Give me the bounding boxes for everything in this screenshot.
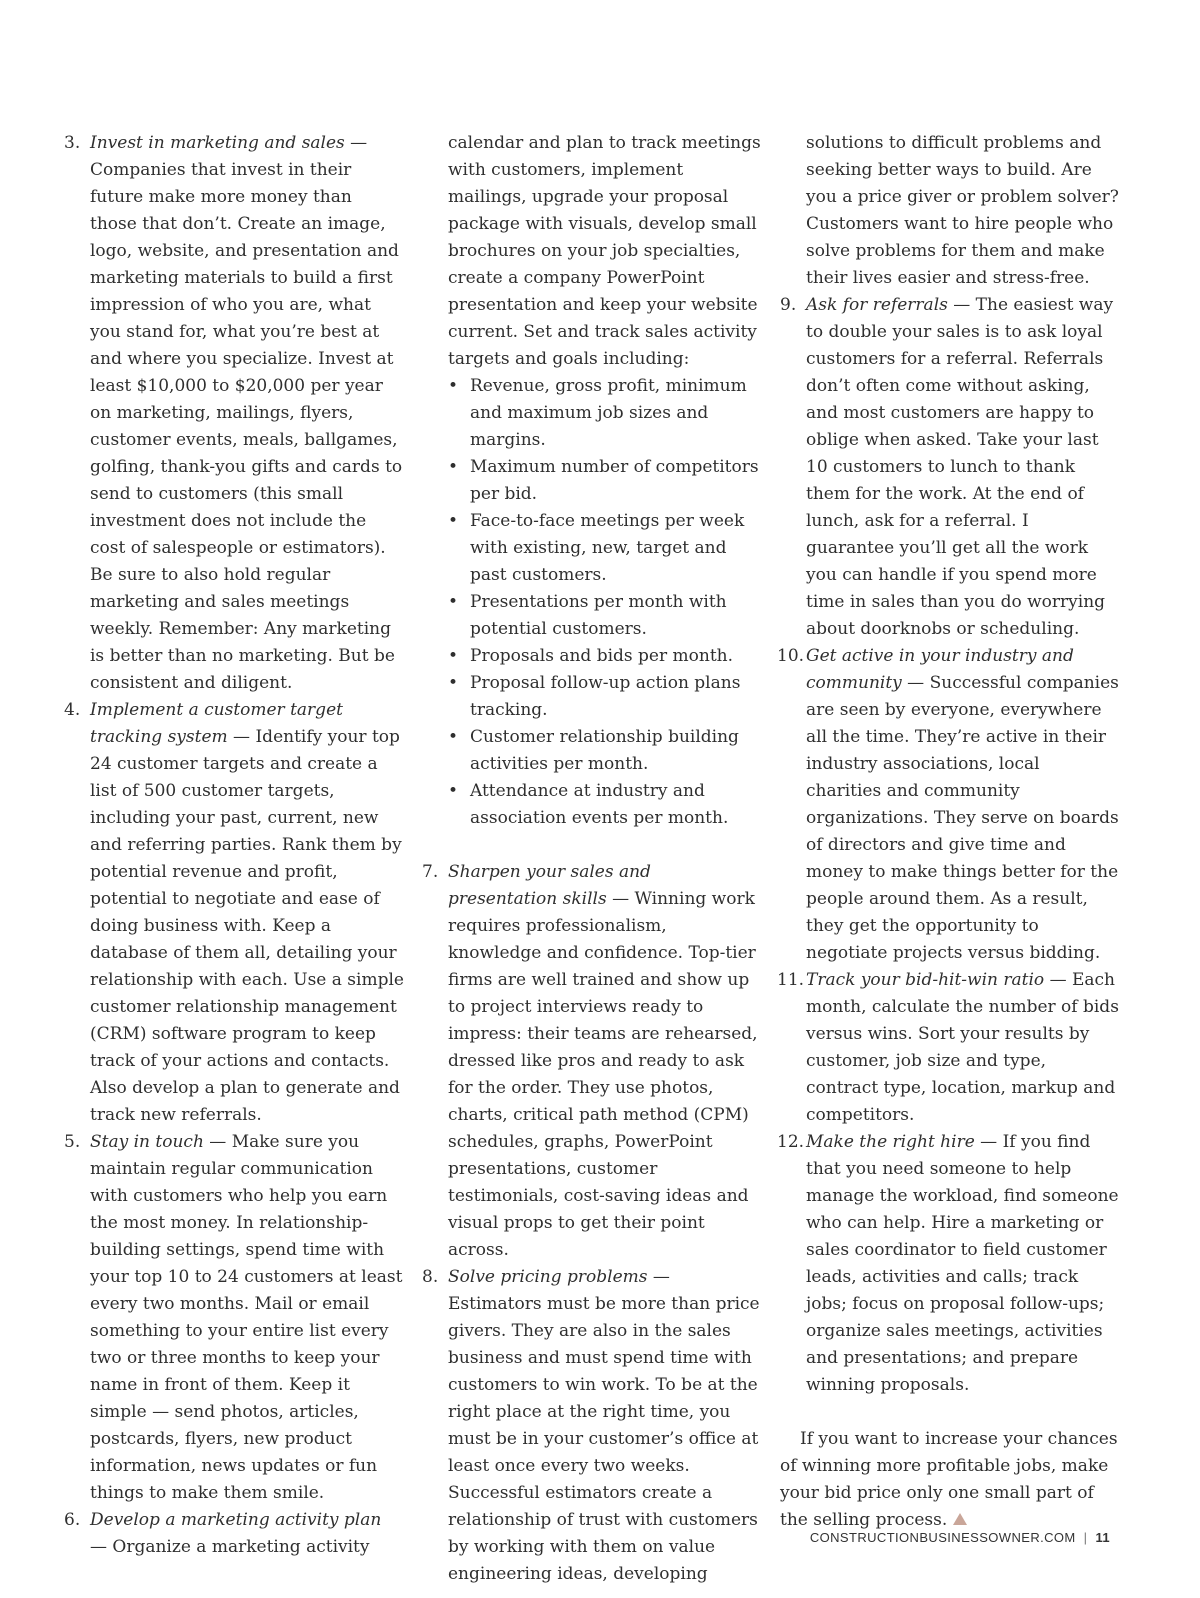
end-mark-triangle-icon	[953, 1513, 967, 1525]
dash: —	[90, 1537, 113, 1557]
dash: —	[606, 889, 635, 909]
item-body: Successful companies are seen by everyone, everywhere all the time. They’re active in their industry associations, local charities and community organizations. They serve on boards of directors and give time and money to make things better for the people around them. As a result, they get the opportunity to negotiate projects versus bidding.	[806, 673, 1119, 963]
item-body: If you find that you need someone to help manage the workload, find someone who can help. Hire a marketing or sales coordinator to field customer leads, activities and calls; track jobs; focus on proposal follow-ups; organize sales meetings, activities and presentations; and prepare winning proposals.	[806, 1132, 1119, 1395]
list-item-4	[64, 697, 404, 1129]
item-number: 12.	[777, 1132, 805, 1152]
spacer	[422, 832, 762, 859]
dash: —	[1044, 970, 1072, 990]
item-body: The easiest way to double your sales is to ask loyal customers for a referral. Referrals don’t often come without asking, and most customers are happy to oblige when asked. Take your last 10 customers to lunch to thank them for the work. At the end of lunch, ask for a referral. I guarantee you’ll get all the work you can handle if you spend more time in sales than you do worrying about doorknobs or scheduling.	[806, 295, 1114, 639]
dash: —	[974, 1132, 1003, 1152]
item-body: Make sure you maintain regular communication with customers who help you earn the most money. In relationship-building settings, spend time with your top 10 to 24 customers at least every two months. Mail or email something to your entire list every two or three months to keep your name in front of them. Keep it simple — send photos, articles, postcards, flyers, new product information, news updates or fun things to make them smile.	[90, 1132, 403, 1503]
item-body: Identify your top 24 customer targets and create a list of 500 customer targets, including your past, current, new and referring parties. Rank them by potential revenue and profit, potential to negotiate and ease of doing business with. Keep a database of them all, detailing your relationship with each. Use a simple customer relationship management (CRM) software program to keep track of your actions and contacts. Also develop a plan to generate and track new referrals.	[90, 727, 404, 1125]
item-title: Develop a marketing activity plan	[90, 1510, 382, 1530]
list-item-3	[64, 130, 404, 697]
item-title: Invest in marketing and sales	[90, 133, 345, 153]
item-6-continuation: calendar and plan to track meetings with customers, implement mailings, upgrade your proposal package with visuals, develop small brochures on your job specialties, create a company PowerPoint presentation and keep your website current. Set and track sales activity targets and goals including:	[448, 133, 761, 369]
list-item-12	[777, 1129, 1120, 1399]
item-number: 8.	[422, 1267, 439, 1287]
bullet-list	[422, 373, 762, 832]
bullet-item: • Proposals and bids per month.	[448, 643, 762, 670]
item-body: Companies that invest in their future make more money than those that don’t. Create an image, logo, website, and presentation and marketing materials to build a first impression of who you are, what you stand for, what you’re best at and where you specialize. Invest at least $10,000 to $20,000 per year on marketing, mailings, flyers, customer events, meals, ballgames, golfing, thank-you gifts and cards to send to customers (this small investment does not include the cost of salespeople or estimators). Be sure to also hold regular marketing and sales meetings weekly. Remember: Any marketing is better than no marketing. But be consistent and diligent.	[90, 160, 403, 693]
item-number: 5.	[64, 1132, 81, 1152]
column-1	[64, 130, 404, 1561]
item-number: 4.	[64, 700, 81, 720]
item-body: Each month, calculate the number of bids versus wins. Sort your results by customer, job size and type, contract type, location, markup and competitors.	[806, 970, 1119, 1125]
item-body: Winning work requires professionalism, knowledge and confidence. Top-tier firms are well trained and show up to project interviews ready to impress: their teams are rehearsed, dressed like pros and ready to ask for the order. They use photos, charts, critical path method (CPM) schedules, graphs, PowerPoint presentations, customer testimonials, cost-saving ideas and visual props to get their point across.	[448, 889, 758, 1260]
bullet-item: • Customer relationship building activities per month.	[448, 724, 762, 778]
dash: —	[947, 295, 976, 315]
list-item-11	[777, 967, 1120, 1129]
footer-site: CONSTRUCTIONBUSINESSOWNER.COM	[809, 1530, 1076, 1545]
bullet-item: • Revenue, gross profit, minimum and maximum job sizes and margins.	[448, 373, 762, 454]
item-number: 7.	[422, 862, 439, 882]
item-body: Estimators must be more than price givers. They are also in the sales business and must spend time with customers to win work. To be at the right place at the right time, you must be in your customer’s office at least once every two weeks. Successful estimators create a relationship of trust with customers by working with them on value engineering ideas, developing	[448, 1294, 760, 1584]
dash: —	[901, 673, 930, 693]
spacer	[780, 1399, 1120, 1426]
item-title: Stay in touch	[90, 1132, 204, 1152]
item-title: Solve pricing problems	[448, 1267, 648, 1287]
dash: —	[227, 727, 256, 747]
column-2	[422, 130, 762, 1588]
list-item-10	[777, 643, 1120, 967]
item-body: Organize a marketing activity	[112, 1537, 370, 1557]
dash: —	[344, 133, 368, 153]
page-number: 11	[1095, 1530, 1110, 1545]
item-number: 11.	[777, 970, 805, 990]
item-8-continuation: solutions to difficult problems and seeking better ways to build. Are you a price giver or problem solver? Customers want to hire people who solve problems for them and make their lives easier and stress-free.	[806, 133, 1119, 288]
list-item-9	[780, 292, 1120, 643]
dash: —	[647, 1267, 670, 1287]
closing-text: If you want to increase your chances of winning more profitable jobs, make your bid price only one small part of the selling process.	[780, 1429, 1118, 1530]
item-number: 9.	[780, 295, 797, 315]
item-title: Get active in your industry and community	[806, 646, 1074, 693]
bullet-item: • Proposal follow-up action plans tracking.	[448, 670, 762, 724]
list-item-8	[422, 1264, 762, 1588]
list-item-6	[64, 1507, 404, 1561]
item-number: 3.	[64, 133, 81, 153]
dash: —	[203, 1132, 232, 1152]
item-title: Track your bid-hit-win ratio	[806, 970, 1045, 990]
bullet-item: • Attendance at industry and association events per month.	[448, 778, 762, 832]
footer-separator: |	[1083, 1530, 1088, 1545]
item-title: Sharpen your sales and presentation skills	[448, 862, 651, 909]
list-item-5	[64, 1129, 404, 1507]
item-title: Implement a customer target tracking system	[90, 700, 343, 747]
item-title: Make the right hire	[806, 1132, 975, 1152]
item-number: 6.	[64, 1510, 81, 1530]
item-title: Ask for referrals	[806, 295, 948, 315]
page-footer	[810, 1530, 1110, 1545]
item-number: 10.	[777, 646, 805, 666]
bullet-item: • Maximum number of competitors per bid.	[448, 454, 762, 508]
bullet-item: • Face-to-face meetings per week with existing, new, target and past customers.	[448, 508, 762, 589]
list-item-7	[422, 859, 762, 1264]
closing-paragraph	[780, 1426, 1120, 1534]
bullet-item: • Presentations per month with potential customers.	[448, 589, 762, 643]
column-3	[777, 130, 1120, 1534]
